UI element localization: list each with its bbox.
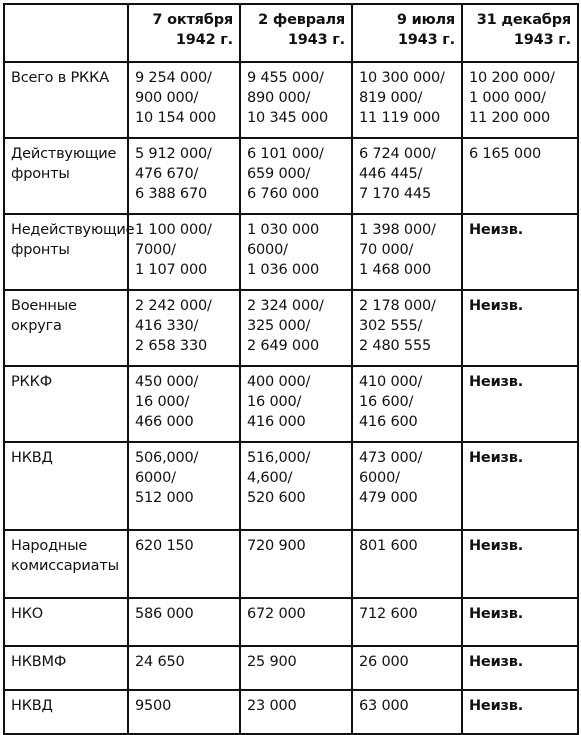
table-cell (352, 62, 462, 138)
row-label (4, 138, 128, 214)
cell-value: 672 000 (247, 606, 306, 622)
cell-value: 659 000/ (247, 166, 311, 182)
header-row (4, 4, 578, 62)
cell-value: 4,600/ (247, 470, 293, 486)
header-date-4-year: 1943 г. (513, 32, 571, 48)
table-cell (352, 690, 462, 734)
row-label-line: фронты (11, 242, 70, 258)
cell-value: 302 555/ (359, 318, 423, 334)
cell-value: 1 100 000/ (135, 222, 212, 238)
cell-value: Неизв. (469, 298, 524, 314)
header-date-3-year: 1943 г. (397, 32, 455, 48)
header-date-1-day: 7 октября (152, 12, 233, 28)
row-label (4, 690, 128, 734)
cell-value: 10 345 000 (247, 110, 329, 126)
table-cell (240, 690, 352, 734)
cell-value: 416 600 (359, 414, 418, 430)
table-row (4, 646, 578, 690)
cell-value: 446 445/ (359, 166, 423, 182)
row-label-line: НКВМФ (11, 654, 67, 670)
cell-value: 516,000/ (247, 450, 311, 466)
cell-value: 450 000/ (135, 374, 199, 390)
row-label-line: фронты (11, 166, 70, 182)
cell-value: 473 000/ (359, 450, 423, 466)
table-cell (128, 290, 240, 366)
cell-value: 400 000/ (247, 374, 311, 390)
personnel-table (3, 3, 579, 735)
cell-value: 6 724 000/ (359, 146, 436, 162)
row-label (4, 598, 128, 646)
cell-value: 70 000/ (359, 242, 414, 258)
cell-value: 325 000/ (247, 318, 311, 334)
row-label-line: НКВД (11, 698, 53, 714)
cell-value: 25 900 (247, 654, 297, 670)
row-label-line: Народные (11, 538, 88, 554)
cell-value: 6000/ (135, 470, 176, 486)
cell-value: 26 000 (359, 654, 409, 670)
header-date-2-year: 1943 г. (287, 32, 345, 48)
table-row (4, 598, 578, 646)
cell-value: Неизв. (469, 698, 524, 714)
cell-value: 900 000/ (135, 90, 199, 106)
cell-value: 16 600/ (359, 394, 414, 410)
cell-value: 6000/ (359, 470, 400, 486)
cell-value: 416 330/ (135, 318, 199, 334)
table-cell (128, 690, 240, 734)
cell-value: 1 030 000 (247, 222, 319, 238)
table-row (4, 62, 578, 138)
cell-value: 6 165 000 (469, 146, 541, 162)
table-cell (352, 214, 462, 290)
table-cell (462, 290, 578, 366)
row-label-line: Военные округа (11, 298, 77, 334)
row-label-line: НКО (11, 606, 44, 622)
table-row (4, 690, 578, 734)
table-row (4, 138, 578, 214)
table-cell (240, 598, 352, 646)
table-cell (352, 598, 462, 646)
cell-value: 2 324 000/ (247, 298, 324, 314)
table-cell (462, 530, 578, 598)
table-cell (352, 530, 462, 598)
table-cell (462, 442, 578, 530)
cell-value: Неизв. (469, 538, 524, 554)
row-label (4, 646, 128, 690)
cell-value: 2 242 000/ (135, 298, 212, 314)
table-cell (128, 530, 240, 598)
table-row (4, 214, 578, 290)
row-label-line: Действующие (11, 146, 117, 162)
cell-value: 9500 (135, 698, 172, 714)
cell-value: 801 600 (359, 538, 418, 554)
cell-value: 512 000 (135, 490, 194, 506)
table-cell (128, 62, 240, 138)
table-row (4, 366, 578, 442)
cell-value: 10 300 000/ (359, 70, 445, 86)
row-label (4, 62, 128, 138)
row-label (4, 214, 135, 290)
table-cell (352, 366, 462, 442)
cell-value: Неизв. (469, 374, 524, 390)
table-row (4, 290, 578, 366)
cell-value: 520 600 (247, 490, 306, 506)
table-cell (128, 442, 240, 530)
cell-value: 506,000/ (135, 450, 199, 466)
cell-value: 1 398 000/ (359, 222, 436, 238)
table-cell (240, 530, 352, 598)
cell-value: Неизв. (469, 606, 524, 622)
row-label-line: РККФ (11, 374, 53, 390)
table-cell (240, 290, 352, 366)
cell-value: 5 912 000/ (135, 146, 212, 162)
cell-value: Неизв. (469, 654, 524, 670)
cell-value: 2 178 000/ (359, 298, 436, 314)
table-cell (240, 214, 352, 290)
row-label (4, 530, 128, 598)
cell-value: 410 000/ (359, 374, 423, 390)
row-label-line: НКВД (11, 450, 53, 466)
cell-value: 9 455 000/ (247, 70, 324, 86)
header-date-1-year: 1942 г. (175, 32, 233, 48)
header-date-2 (240, 4, 352, 62)
row-label-line: комиссариаты (11, 558, 119, 574)
header-date-3 (352, 4, 462, 62)
cell-value: 6 388 670 (135, 186, 207, 202)
cell-value: 720 900 (247, 538, 306, 554)
table-cell (352, 442, 462, 530)
header-date-4 (462, 4, 578, 62)
table-cell (462, 598, 578, 646)
cell-value: 2 649 000 (247, 338, 319, 354)
cell-value: 16 000/ (247, 394, 302, 410)
table-cell (462, 62, 578, 138)
table-cell (462, 138, 578, 214)
table-cell (462, 690, 578, 734)
header-date-2-day: 2 февраля (258, 12, 345, 28)
cell-value: 6 760 000 (247, 186, 319, 202)
row-label-line: Недействующие (11, 222, 135, 238)
table-cell (128, 646, 240, 690)
row-label (4, 290, 128, 366)
row-label (4, 442, 128, 530)
table-cell (462, 214, 578, 290)
cell-value: 24 650 (135, 654, 185, 670)
cell-value: 416 000 (247, 414, 306, 430)
table-cell (352, 290, 462, 366)
table-cell (240, 442, 352, 530)
cell-value: 819 000/ (359, 90, 423, 106)
cell-value: 712 600 (359, 606, 418, 622)
cell-value: 476 670/ (135, 166, 199, 182)
cell-value: 479 000 (359, 490, 418, 506)
cell-value: 7 170 445 (359, 186, 431, 202)
cell-value: 11 119 000 (359, 110, 441, 126)
table-cell (240, 366, 352, 442)
cell-value: 1 000 000/ (469, 90, 546, 106)
table-row (4, 442, 578, 530)
header-date-1 (128, 4, 240, 62)
table-cell (128, 366, 240, 442)
table-cell (128, 598, 240, 646)
cell-value: 6000/ (247, 242, 288, 258)
table-row (4, 530, 578, 598)
cell-value: 63 000 (359, 698, 409, 714)
cell-value: 16 000/ (135, 394, 190, 410)
cell-value: 2 658 330 (135, 338, 207, 354)
table-cell (462, 366, 578, 442)
table-cell (240, 62, 352, 138)
cell-value: 11 200 000 (469, 110, 551, 126)
table-cell (462, 646, 578, 690)
table-cell (128, 214, 240, 290)
cell-value: Неизв. (469, 222, 524, 238)
header-date-4-day: 31 декабря (476, 12, 571, 28)
cell-value: Неизв. (469, 450, 524, 466)
table-cell (128, 138, 240, 214)
cell-value: 586 000 (135, 606, 194, 622)
cell-value: 890 000/ (247, 90, 311, 106)
table-cell (352, 138, 462, 214)
cell-value: 10 200 000/ (469, 70, 555, 86)
cell-value: 466 000 (135, 414, 194, 430)
cell-value: 1 468 000 (359, 262, 431, 278)
table-cell (240, 138, 352, 214)
table-cell (352, 646, 462, 690)
row-label (4, 366, 128, 442)
row-label-line: Всего в РККА (11, 70, 109, 86)
header-date-3-day: 9 июля (396, 12, 455, 28)
cell-value: 6 101 000/ (247, 146, 324, 162)
cell-value: 10 154 000 (135, 110, 217, 126)
cell-value: 7000/ (135, 242, 176, 258)
table-cell (240, 646, 352, 690)
cell-value: 1 036 000 (247, 262, 319, 278)
corner-cell (4, 4, 128, 62)
cell-value: 2 480 555 (359, 338, 431, 354)
cell-value: 1 107 000 (135, 262, 207, 278)
cell-value: 9 254 000/ (135, 70, 212, 86)
cell-value: 620 150 (135, 538, 194, 554)
cell-value: 23 000 (247, 698, 297, 714)
